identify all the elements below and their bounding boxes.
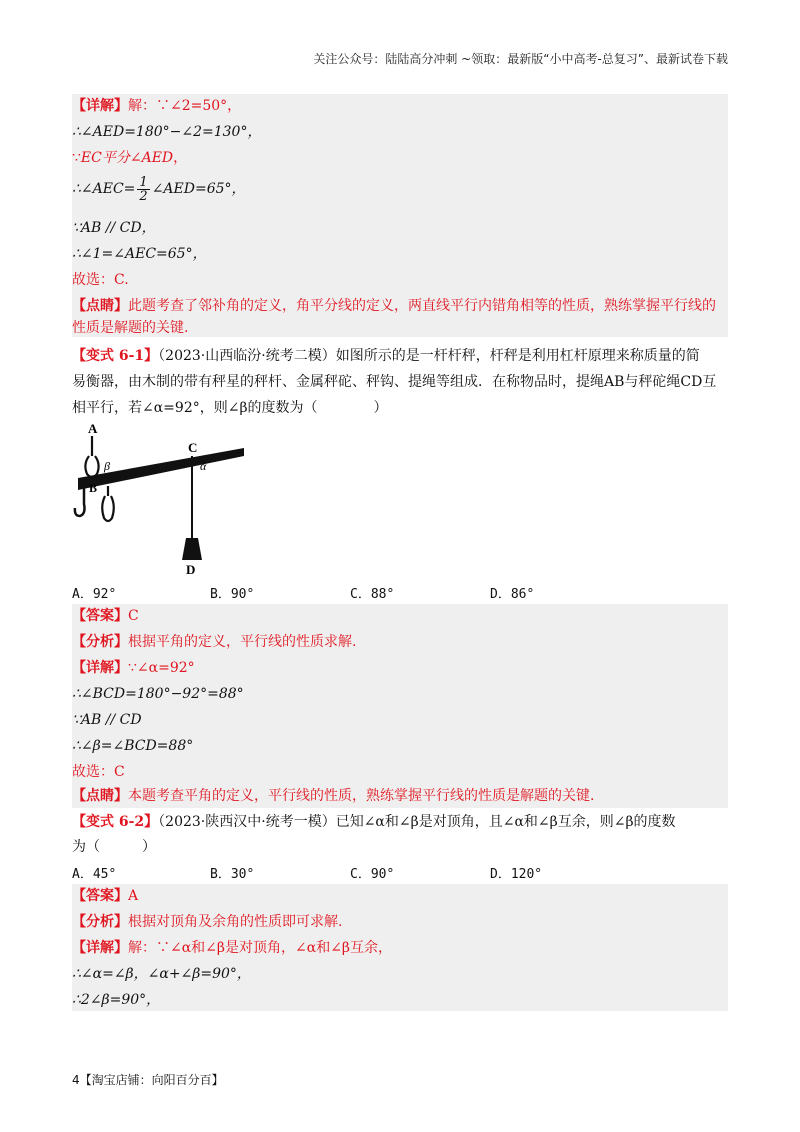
hook-left	[75, 488, 85, 516]
page-footer: 4【淘宝店铺：向阳百分百】	[72, 1073, 224, 1087]
answer-line	[72, 886, 138, 906]
detail-2-line-4: ∴∠β=∠BCD=88°	[72, 738, 194, 754]
detail-line-3	[72, 148, 187, 168]
question-text: （2023·山西临汾·统考二模）如图所示的是一杆杆秤，杆秤是利用杠杆原理来称质量的简	[158, 348, 700, 364]
detail-3-line-3: ∴2∠β=90°，	[72, 992, 161, 1008]
option-a[interactable]: A．45°	[72, 867, 117, 882]
detail-2-line-3: ∵AB // CD	[72, 712, 142, 728]
option-b[interactable]: B．30°	[210, 867, 255, 882]
lift-rope-ab	[85, 436, 98, 477]
detail-line-1	[72, 96, 241, 116]
detail-line-2: ∴∠AED=180°−∠2=130°，	[72, 124, 262, 140]
question-tag: 【变式 6-2】	[72, 814, 159, 830]
comment-text: 本题考查平角的定义，平行线的性质，熟练掌握平行线的性质是解题的关键.	[128, 788, 595, 804]
hook-right	[102, 486, 114, 521]
option-d[interactable]: D．86°	[490, 587, 535, 602]
because-symbol: ∵	[72, 150, 81, 166]
detail-line-6: ∴∠1=∠AEC=65°，	[72, 246, 207, 262]
option-c[interactable]: C．90°	[350, 867, 395, 882]
comment-tag: 【点睛】	[72, 298, 128, 314]
question-6-1-line-2: 易衡器，由木制的带有秤星的秤杆、金属秤砣、秤钩、提绳等组成．在称物品时，提绳AB与秤砣绳CD互	[72, 374, 717, 390]
answer-tag: 【答案】	[72, 608, 128, 624]
detail-text: 解：∵∠α和∠β是对顶角，∠α和∠β互余，	[128, 940, 393, 956]
question-6-1-line-1	[72, 346, 700, 366]
label-d: D	[186, 562, 196, 577]
answer-line	[72, 606, 139, 626]
question-tag: 【变式 6-1】	[72, 348, 159, 364]
comment-2-line	[72, 786, 594, 806]
analysis-line	[72, 632, 356, 652]
bisector-text: EC平分∠AED	[80, 150, 174, 166]
detail-2-line-5: 故选：C	[72, 764, 125, 780]
answer-value: A	[128, 888, 139, 904]
detail-tag: 【详解】	[72, 660, 128, 676]
comma: ，	[173, 150, 188, 166]
label-c: C	[188, 440, 198, 455]
detail-line-5: ∵AB // CD，	[72, 220, 156, 236]
analysis-line	[72, 912, 342, 932]
comment-line-2: 性质是解题的关键.	[72, 320, 189, 336]
question-6-1-line-3: 相平行，若∠α=92°，则∠β的度数为（ ）	[72, 400, 388, 416]
option-b[interactable]: B．90°	[210, 587, 255, 602]
question-6-2-line-2: 为（ ）	[72, 839, 156, 855]
comment-text: 此题考查了邻补角的定义，角平分线的定义，两直线平行内错角相等的性质，熟练掌握平行线的	[128, 298, 716, 314]
steelyard-figure	[72, 420, 252, 580]
beam-rod	[78, 448, 244, 490]
fraction-prefix: ∴∠AEC=	[72, 181, 136, 197]
answer-tag: 【答案】	[72, 888, 128, 904]
label-a: A	[88, 421, 98, 436]
detail-text: ∵∠α=92°	[128, 660, 195, 676]
detail-3-line-1	[72, 938, 392, 958]
option-c[interactable]: C．88°	[350, 587, 395, 602]
label-b: B	[89, 481, 98, 495]
analysis-tag: 【分析】	[72, 634, 128, 650]
detail-2-line-2: ∴∠BCD=180°−92°=88°	[72, 686, 244, 702]
detail-3-line-2: ∴∠α=∠β，∠α+∠β=90°，	[72, 966, 251, 982]
option-a[interactable]: A．92°	[72, 587, 117, 602]
detail-tag: 【详解】	[72, 940, 128, 956]
question-6-2-line-1	[72, 812, 676, 832]
page-header: 关注公众号：陆陆高分冲刺 ~领取：最新版“小中高考-总复习”、最新试卷下载	[313, 52, 728, 66]
detail-tag: 【详解】	[72, 98, 128, 114]
comment-line-1	[72, 296, 716, 316]
question-text: （2023·陕西汉中·统考一模）已知∠α和∠β是对顶角，且∠α和∠β互余，则∠β的度数	[158, 814, 676, 830]
fraction-denominator: 2	[139, 188, 148, 204]
analysis-text: 根据平角的定义，平行线的性质求解.	[128, 634, 357, 650]
detail-text: 解：∵∠2=50°，	[128, 98, 242, 114]
fraction-half	[137, 176, 149, 203]
comment-tag: 【点睛】	[72, 788, 128, 804]
label-beta: β	[104, 459, 110, 473]
fraction-numerator: 1	[139, 174, 148, 190]
detail-line-7: 故选：C.	[72, 272, 129, 288]
analysis-tag: 【分析】	[72, 914, 128, 930]
analysis-text: 根据对顶角及余角的性质即可求解.	[128, 914, 343, 930]
label-alpha: α	[200, 459, 207, 473]
detail-2-line-1	[72, 658, 195, 678]
fraction-suffix: ∠AED=65°，	[151, 181, 246, 197]
detail-line-4	[72, 174, 246, 204]
option-d[interactable]: D．120°	[490, 867, 543, 882]
counterweight	[182, 538, 202, 560]
answer-value: C	[128, 608, 139, 624]
